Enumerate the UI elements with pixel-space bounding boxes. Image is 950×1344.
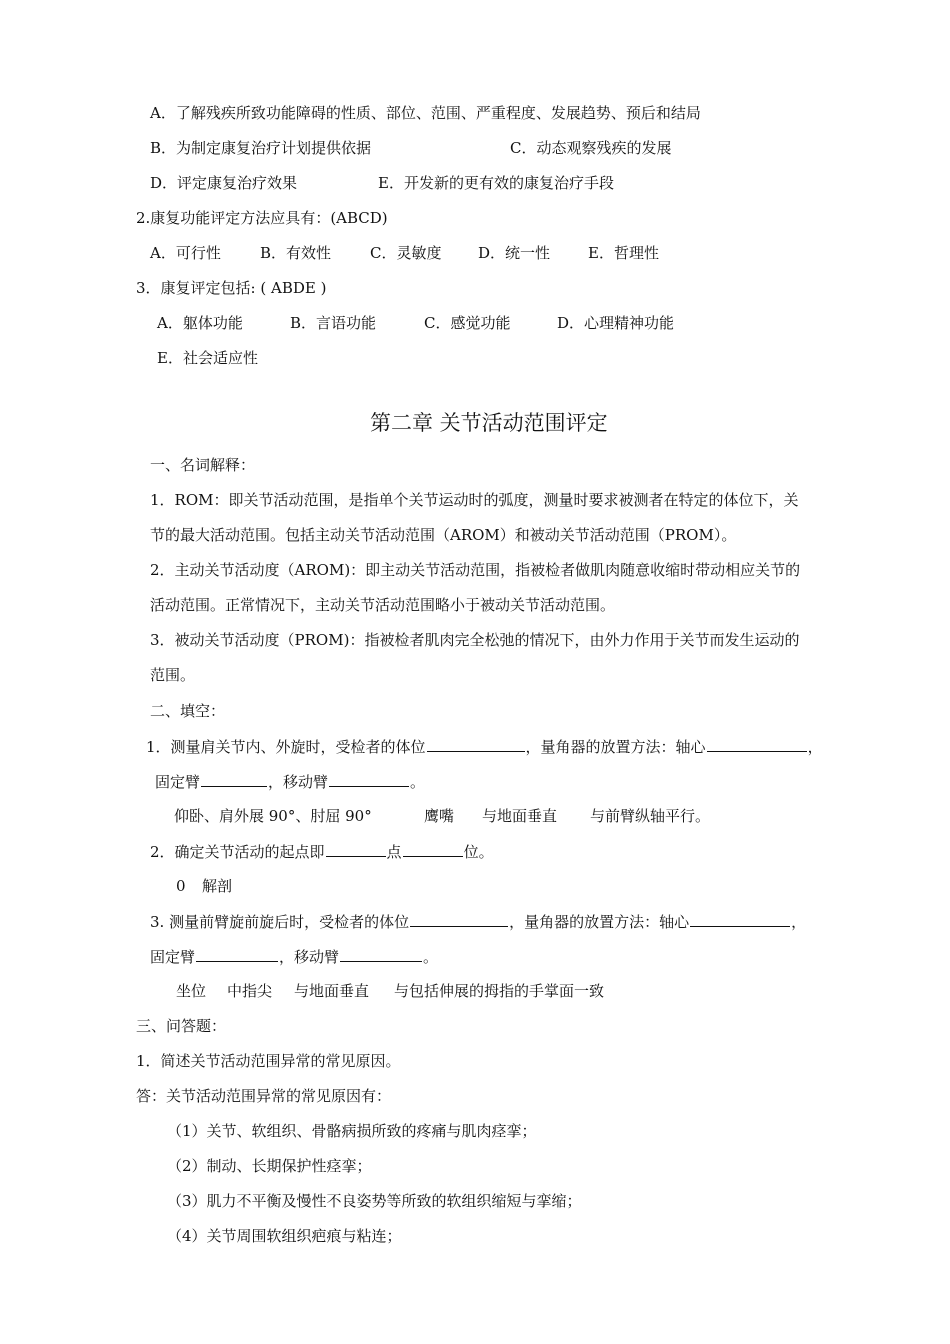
qa-reason-2: （2）制动、长期保护性痉挛； (167, 1157, 372, 1175)
q1-option-a: A．了解残疾所致功能障碍的性质、部位、范围、严重程度、发展趋势、预后和结局 (150, 104, 701, 122)
fill2-answer-2: 解剖 (202, 877, 233, 895)
section-heading-terms: 一、名词解释： (150, 456, 256, 474)
fill1-text-f: 。 (410, 773, 426, 791)
q2-option-a: A．可行性 (150, 244, 221, 262)
q2-option-c: C．灵敏度 (370, 244, 442, 262)
q3-option-e: E．社会适应性 (157, 349, 258, 367)
fill3-text-b: ，量角器的放置方法：轴心 (509, 913, 690, 931)
q2-option-d: D．统一性 (478, 244, 551, 262)
fill1-text-d: 固定臂 (155, 773, 201, 791)
q3-option-c: C．感觉功能 (424, 314, 511, 332)
term-arom-line2: 活动范围。正常情况下，主动关节活动范围略小于被动关节活动范围。 (150, 596, 616, 614)
fill-question-2 (150, 841, 494, 862)
fill2-blank-2 (403, 841, 463, 857)
q2-option-b: B．有效性 (260, 244, 332, 262)
qa-reason-4: （4）关节周围软组织疤痕与粘连； (167, 1227, 402, 1245)
fill2-blank-1 (326, 841, 386, 857)
fill1-text-b: ，量角器的放置方法：轴心 (525, 738, 706, 756)
fill3-blank-position (410, 911, 508, 927)
fill-question-1 (146, 736, 823, 757)
qa-reason-3: （3）肌力不平衡及慢性不良姿势等所致的软组织缩短与挛缩； (167, 1192, 582, 1210)
q1-option-c: C．动态观察残疾的发展 (510, 139, 672, 157)
fill3-text-d: 固定臂 (150, 948, 196, 966)
term-prom-line1: 3．被动关节活动度（PROM)：指被检者肌肉完全松弛的情况下，由外力作用于关节而发生运动的 (150, 631, 800, 649)
q3-option-a: A．躯体功能 (157, 314, 243, 332)
fill1-blank-fixed-arm (201, 771, 267, 787)
q1-option-e: E．开发新的更有效的康复治疗手段 (378, 174, 614, 192)
fill1-blank-axis (707, 736, 807, 752)
qa-question-1: 1．简述关节活动范围异常的常见原因。 (136, 1052, 401, 1070)
term-rom-line2: 节的最大活动范围。包括主动关节活动范围（AROM）和被动关节活动范围（PROM）。 (150, 526, 737, 544)
q2-option-e: E．哲理性 (588, 244, 659, 262)
fill1-answer-4: 与前臂纵轴平行。 (590, 807, 711, 825)
q3-option-b: B．言语功能 (290, 314, 377, 332)
q2-stem: 2.康复功能评定方法应具有：(ABCD) (136, 209, 388, 227)
fill1-answer-3: 与地面垂直 (482, 807, 558, 825)
fill1-text-c: ， (807, 738, 823, 756)
fill3-text-a: 3. 测量前臂旋前旋后时，受检者的体位 (150, 913, 410, 931)
fill1-blank-moving-arm (329, 771, 409, 787)
fill-question-3-cont (150, 946, 438, 967)
term-prom-line2: 范围。 (150, 666, 196, 684)
q1-option-d: D．评定康复治疗效果 (150, 174, 298, 192)
fill3-answer-3: 与地面垂直 (294, 982, 370, 1000)
section-heading-fill: 二、填空： (150, 702, 226, 720)
q3-stem: 3．康复评定包括: ( ABDE ) (136, 279, 327, 297)
fill2-text-a: 2．确定关节活动的起点即 (150, 843, 325, 861)
fill3-blank-axis (690, 911, 790, 927)
q3-option-d: D．心理精神功能 (557, 314, 675, 332)
fill3-text-c: ， (791, 913, 807, 931)
fill2-answer-1: 0 (176, 877, 186, 895)
fill-question-3 (150, 911, 806, 932)
fill3-answer-4: 与包括伸展的拇指的手掌面一致 (394, 982, 605, 1000)
fill1-blank-position (427, 736, 525, 752)
fill1-text-a: 1．测量肩关节内、外旋时，受检者的体位 (146, 738, 426, 756)
fill2-text-b: 点 (386, 843, 402, 861)
fill3-answer-2: 中指尖 (227, 982, 273, 1000)
section-heading-qa: 三、问答题： (136, 1017, 227, 1035)
fill3-text-f: 。 (423, 948, 439, 966)
term-arom-line1: 2．主动关节活动度（AROM)：即主动关节活动范围，指被检者做肌肉随意收缩时带动相应关节的 (150, 561, 801, 579)
fill1-text-e: ，移动臂 (268, 773, 329, 791)
fill3-answer-1: 坐位 (176, 982, 207, 1000)
q1-option-b: B．为制定康复治疗计划提供依据 (150, 139, 372, 157)
qa-reason-1: （1）关节、软组织、骨骼病损所致的疼痛与肌肉痉挛； (167, 1122, 537, 1140)
fill3-text-e: ，移动臂 (279, 948, 340, 966)
qa-answer-intro: 答：关节活动范围异常的常见原因有： (136, 1087, 392, 1105)
fill2-text-c: 位。 (463, 843, 494, 861)
fill1-answer-1: 仰卧、肩外展 90°、肘屈 90° (174, 807, 372, 825)
fill3-blank-moving-arm (340, 946, 422, 962)
fill1-answer-2: 鹰嘴 (424, 807, 455, 825)
fill3-blank-fixed-arm (196, 946, 278, 962)
chapter-title: 第二章 关节活动范围评定 (370, 411, 608, 435)
fill-question-1-cont (155, 771, 425, 792)
term-rom-line1: 1．ROM：即关节活动范围，是指单个关节运动时的弧度，测量时要求被测者在特定的体位下，关 (150, 491, 799, 509)
